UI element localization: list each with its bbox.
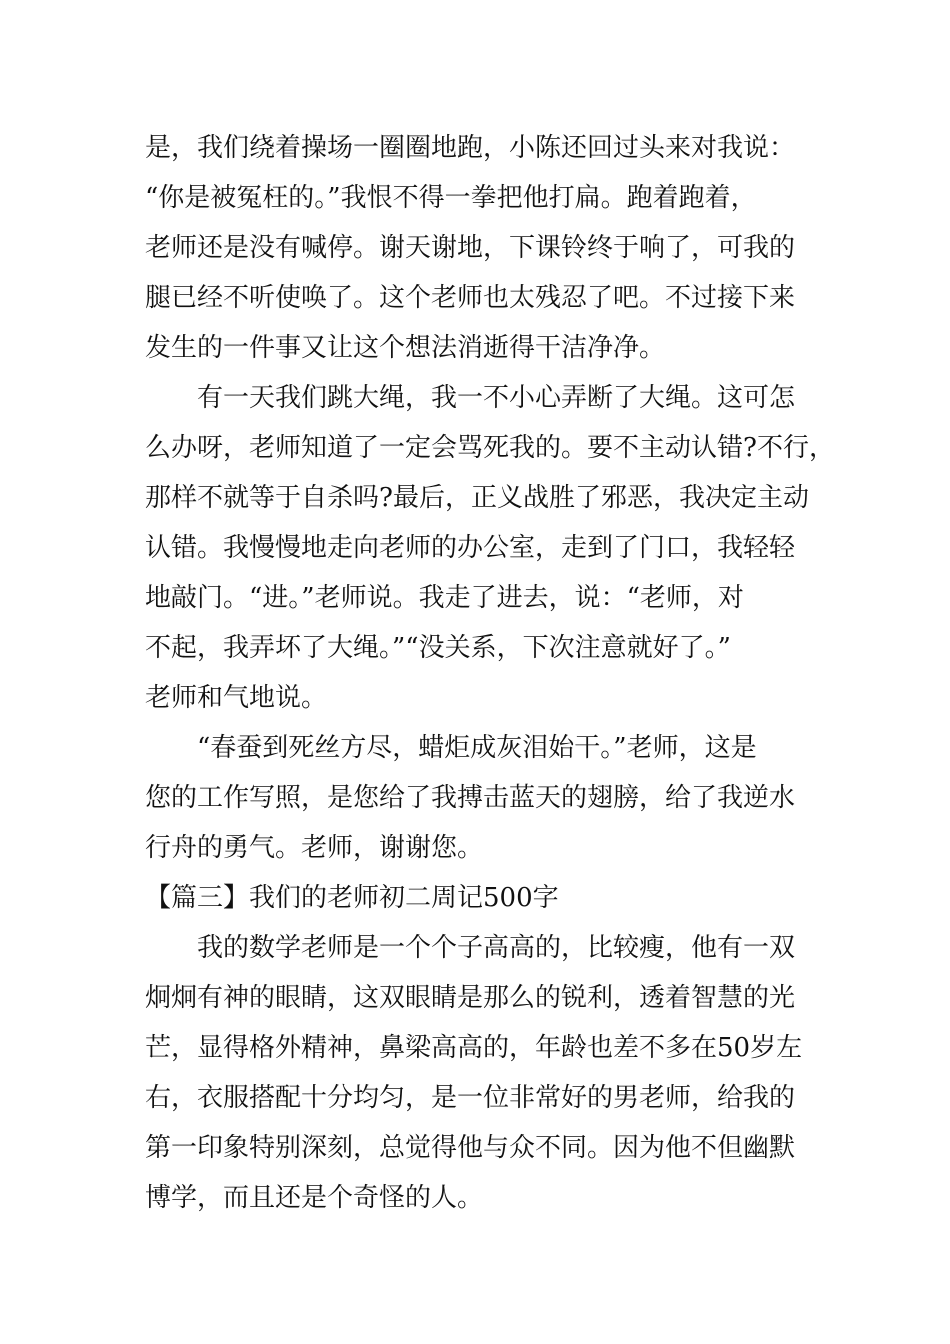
text-line: 博学，而且还是个奇怪的人。 xyxy=(145,1183,484,1213)
text-line: 行舟的勇气。老师，谢谢您。 xyxy=(145,833,484,863)
text-line: 不起，我弄坏了大绳。”“没关系，下次注意就好了。” xyxy=(145,633,731,663)
text-line: 芒，显得格外精神，鼻梁高高的，年龄也差不多在50岁左 xyxy=(145,1033,803,1063)
text-line: 第一印象特别深刻，总觉得他与众不同。因为他不但幽默 xyxy=(145,1133,796,1163)
text-line: “你是被冤枉的。”我恨不得一拳把他打扁。跑着跑着， xyxy=(145,183,757,213)
text-line: 地敲门。“进。”老师说。我走了进去，说：“老师，对 xyxy=(145,583,744,613)
text-line: 炯炯有神的眼睛，这双眼睛是那么的锐利，透着智慧的光 xyxy=(145,983,796,1013)
text-line: 腿已经不听使唤了。这个老师也太残忍了吧。不过接下来 xyxy=(145,283,796,313)
paragraph-start: “春蚕到死丝方尽，蜡炬成灰泪始干。”老师，这是 xyxy=(197,733,757,763)
text-line: 认错。我慢慢地走向老师的办公室，走到了门口，我轻轻 xyxy=(145,533,796,563)
text-line: 右，衣服搭配十分均匀，是一位非常好的男老师，给我的 xyxy=(145,1083,796,1113)
paragraph-start: 有一天我们跳大绳，我一不小心弄断了大绳。这可怎 xyxy=(197,383,796,413)
text-line: 么办呀，老师知道了一定会骂死我的。要不主动认错?不行， xyxy=(145,433,835,463)
text-line: 老师还是没有喊停。谢天谢地，下课铃终于响了，可我的 xyxy=(145,233,796,263)
text-line: 您的工作写照，是您给了我搏击蓝天的翅膀，给了我逆水 xyxy=(145,783,796,813)
text-line: 是，我们绕着操场一圈圈地跑，小陈还回过头来对我说： xyxy=(145,133,796,163)
text-line: 那样不就等于自杀吗?最后，正义战胜了邪恶，我决定主动 xyxy=(145,483,809,513)
text-line: 发生的一件事又让这个想法消逝得干洁净净。 xyxy=(145,333,666,363)
paragraph-start: 我的数学老师是一个个子高高的，比较瘦，他有一双 xyxy=(197,933,796,963)
text-line: 老师和气地说。 xyxy=(145,683,328,713)
section-heading: 【篇三】我们的老师初二周记500字 xyxy=(145,883,559,913)
